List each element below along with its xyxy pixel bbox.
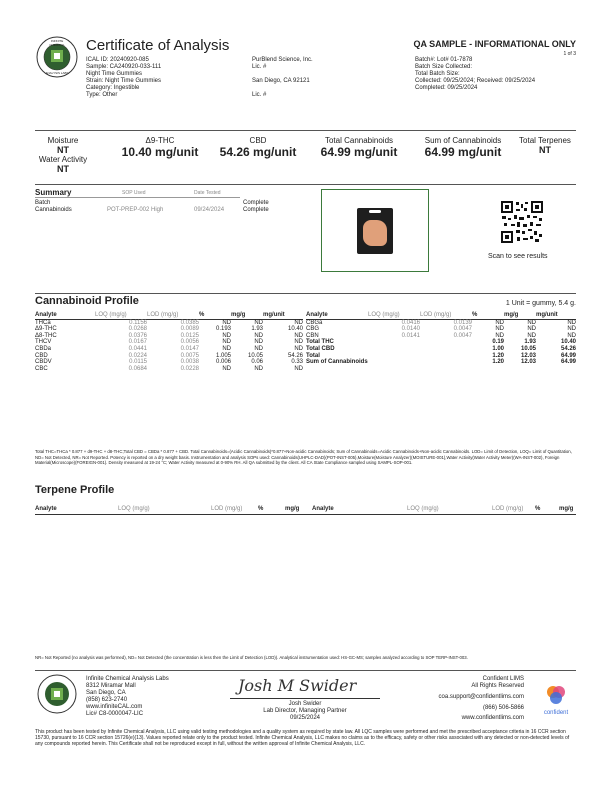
cell-analyte: CBDa <box>35 345 52 352</box>
total-terpenes-label: Total Terpenes <box>519 136 571 145</box>
sample-info-line: Category: Ingestible <box>86 85 140 91</box>
sample-info-line: Sample: CA240920-033-111 <box>86 64 162 70</box>
cell-analyte: CBG <box>306 326 320 333</box>
summary-row-name: Batch <box>35 200 51 206</box>
batch-line: Batch#: Lot# 01-7878 <box>415 57 473 63</box>
cell-mgunit: 10.40 <box>287 326 303 333</box>
table-row <box>306 333 576 340</box>
divider <box>35 670 576 671</box>
cbd-cell <box>213 136 303 159</box>
cell-analyte: Total THC <box>306 339 334 346</box>
unit-note: 1 Unit = gummy, 5.4 g. <box>505 300 576 307</box>
cell-analyte: THCV <box>35 339 52 346</box>
cell-mgunit: 64.99 <box>560 352 576 359</box>
cannabinoid-table-right <box>306 312 576 366</box>
cell-loq: 0.0416 <box>401 319 420 326</box>
cell-percent: 1.00 <box>492 345 504 352</box>
cell-mgg: ND <box>254 365 263 372</box>
water-activity-label: Water Activity <box>38 155 88 164</box>
cell-mgunit: ND <box>294 319 303 326</box>
table-row <box>35 326 303 333</box>
cell-percent: 1.005 <box>215 352 231 359</box>
cell-mgunit: ND <box>294 332 303 339</box>
terpene-profile-title: Terpene Profile <box>35 484 115 496</box>
qr-caption: Scan to see results <box>488 253 548 260</box>
table-row <box>35 346 303 353</box>
qr-code[interactable] <box>500 200 544 244</box>
water-activity-value: NT <box>57 164 69 174</box>
cell-loq: 0.0441 <box>128 345 147 352</box>
cell-loq: 0.1156 <box>129 319 147 326</box>
table-row <box>35 359 303 366</box>
terp-col-loq-2: LOQ (mg/g) <box>407 506 439 512</box>
cell-loq: 0.0224 <box>128 352 147 359</box>
summary-header-rule <box>35 197 240 198</box>
cell-percent: ND <box>222 319 231 326</box>
cell-lod: 0.0385 <box>180 319 199 326</box>
sum-cannabinoids-value: 64.99 mg/unit <box>424 145 502 159</box>
cell-mgg: 12.03 <box>520 359 536 366</box>
product-image <box>321 189 429 272</box>
cell-loq: 0.0167 <box>128 339 147 346</box>
cell-mgg: ND <box>254 345 263 352</box>
logo-text-bottom: ANALYSIS LABS <box>45 71 69 75</box>
total-terpenes-value: NT <box>539 145 551 155</box>
cell-mgg: 10.05 <box>520 345 536 352</box>
cell-mgg: ND <box>254 319 263 326</box>
table-row <box>35 353 303 360</box>
summary-title: Summary <box>35 188 72 197</box>
cell-lod: 0.0147 <box>180 345 199 352</box>
cell-mgunit: 64.99 <box>560 359 576 366</box>
terp-col-loq: LOQ (mg/g) <box>118 506 150 512</box>
cell-percent: ND <box>222 345 231 352</box>
client-line: Lic. # <box>252 92 267 98</box>
cell-mgg: ND <box>527 332 536 339</box>
batch-line: Batch Size Collected: <box>415 64 473 70</box>
date-tested-header: Date Tested <box>194 190 221 196</box>
signature-line <box>230 698 380 699</box>
cell-analyte: Sum of Cannabinoids <box>306 359 368 366</box>
client-line: San Diego, CA 92121 <box>252 78 310 84</box>
table-row <box>35 319 303 326</box>
cell-loq <box>368 353 420 360</box>
total-cannabinoids-value: 64.99 mg/unit <box>320 145 398 159</box>
cell-loq: 0.0376 <box>128 332 147 339</box>
col-mgg: mg/g <box>231 312 263 319</box>
cell-percent: 0.006 <box>215 359 231 366</box>
cell-lod: 0.0047 <box>453 326 472 333</box>
lims-email[interactable]: coa.support@confidentlims.com <box>438 694 524 700</box>
terp-col-lod: LOD (mg/g) <box>211 506 243 512</box>
sample-info-line: Strain: Night Time Gummies <box>86 78 162 84</box>
cell-analyte: THCa <box>35 319 51 326</box>
lab-line: 8312 Miramar Mall <box>86 683 136 689</box>
col-lod: LOD (mg/g) <box>147 312 199 319</box>
lims-website[interactable]: www.confidentlims.com <box>461 715 524 721</box>
col-mgunit: mg/unit <box>536 312 576 319</box>
total-terpenes-cell <box>513 136 577 155</box>
client-line: PurBlend Science, Inc. <box>252 57 313 63</box>
cell-analyte: CBD <box>35 352 48 359</box>
terp-col-percent: % <box>258 506 264 512</box>
batch-line: Completed: 09/25/2024 <box>415 85 478 91</box>
cell-lod: 0.0038 <box>180 359 199 366</box>
sum-cannabinoids-cell <box>410 136 516 159</box>
cell-mgg: 12.03 <box>520 352 536 359</box>
total-cannabinoids-cell <box>309 136 409 159</box>
cell-mgunit: ND <box>567 319 576 326</box>
cannabinoid-profile-title: Cannabinoid Profile <box>35 295 139 307</box>
cell-lod: 0.0047 <box>453 332 472 339</box>
sample-info <box>86 57 161 99</box>
lab-line: Infinite Chemical Analysis Labs <box>86 676 169 682</box>
cell-mgunit: 54.26 <box>560 345 576 352</box>
cell-lod <box>420 359 472 366</box>
terp-col-percent-2: % <box>535 506 541 512</box>
sample-info-line: Night Time Gummies <box>86 71 143 77</box>
col-loq: LOQ (mg/g) <box>95 312 147 319</box>
client-line: Lic. # <box>252 64 267 70</box>
cell-lod: 0.0056 <box>180 339 199 346</box>
cell-mgunit: 54.26 <box>287 352 303 359</box>
terpene-header-row <box>35 506 576 515</box>
col-percent: % <box>199 312 231 319</box>
terp-col-mgg-2: mg/g <box>559 506 574 512</box>
cell-mgg: 0.06 <box>251 359 263 366</box>
terp-col-analyte: Analyte <box>35 506 57 512</box>
batch-line: Collected: 09/25/2024; Received: 09/25/2024 <box>415 78 536 84</box>
footer-logo <box>37 674 77 714</box>
cell-lod: 0.0125 <box>180 332 199 339</box>
sum-cannabinoids-label: Sum of Cannabinoids <box>424 136 502 145</box>
signer-title: Lab Director, Managing Partner <box>263 708 347 714</box>
cell-percent: 0.19 <box>492 339 504 346</box>
cell-loq: 0.0141 <box>401 332 420 339</box>
table-row <box>306 346 576 353</box>
cell-percent: ND <box>495 332 504 339</box>
cell-loq <box>368 346 420 353</box>
summary-bar <box>35 136 576 186</box>
lims-line: Confident LIMS <box>482 676 524 682</box>
d9thc-value: 10.40 mg/unit <box>121 145 199 159</box>
cell-lod <box>420 339 472 346</box>
lims-info <box>400 676 524 722</box>
summary-row-status: Complete <box>243 200 269 206</box>
cell-mgunit: ND <box>567 332 576 339</box>
sample-info-line: ICAL ID: 20240920-085 <box>86 57 149 63</box>
sop-used-header: SOP Used <box>122 190 146 196</box>
table-row <box>306 359 576 366</box>
signature: Josh M Swider <box>238 676 357 695</box>
terp-col-analyte-2: Analyte <box>312 506 334 512</box>
cell-lod: 0.0139 <box>453 319 472 326</box>
cell-analyte: CBDV <box>35 359 52 366</box>
page-title: Certificate of Analysis <box>86 37 230 54</box>
cell-percent: 1.20 <box>492 359 504 366</box>
divider <box>35 184 576 185</box>
cell-percent: ND <box>222 332 231 339</box>
client-info <box>252 57 313 99</box>
cell-percent: ND <box>222 339 231 346</box>
summary-row-date: 09/24/2024 <box>194 207 225 213</box>
batch-line: Total Batch Size: <box>415 71 460 77</box>
qr-icon <box>500 200 544 244</box>
col-mgunit: mg/unit <box>263 312 303 319</box>
signer-name: Josh Swider <box>288 701 322 707</box>
cell-mgg: ND <box>254 332 263 339</box>
table-row <box>306 339 576 346</box>
table-header-row <box>306 312 576 319</box>
terp-col-mgg: mg/g <box>285 506 300 512</box>
lab-address <box>86 676 169 718</box>
table-row <box>306 319 576 326</box>
lab-line: (858) 623-2740 <box>86 697 128 703</box>
moisture-cell <box>35 136 91 174</box>
cell-loq: 0.0684 <box>128 365 147 372</box>
table-row <box>306 326 576 333</box>
col-analyte: Analyte <box>306 312 368 319</box>
cell-lod: 0.0089 <box>180 326 199 333</box>
cell-analyte: Δ9-THC <box>35 326 57 333</box>
page-number: 1 of 3 <box>563 51 576 57</box>
qa-sample-title: QA SAMPLE - INFORMATIONAL ONLY <box>413 39 576 49</box>
cell-mgunit: ND <box>567 326 576 333</box>
d9thc-cell <box>115 136 205 159</box>
cell-analyte: CBN <box>306 332 319 339</box>
lab-line: Lic# C8-0000047-LIC <box>86 711 144 717</box>
gummy-shape <box>363 220 387 246</box>
cell-mgunit: ND <box>294 345 303 352</box>
cell-mgunit: ND <box>294 365 303 372</box>
confident-logo-icon <box>546 685 566 705</box>
lab-line: www.infiniteCAL.com <box>86 704 143 710</box>
table-header-row <box>35 312 303 319</box>
summary-row-status: Complete <box>243 207 269 213</box>
cell-lod <box>420 353 472 360</box>
cell-percent: ND <box>495 319 504 326</box>
cell-loq: 0.0140 <box>401 326 420 333</box>
cell-lod: 0.0075 <box>180 352 199 359</box>
cell-lod: 0.0228 <box>180 365 199 372</box>
lab-line: San Diego, CA <box>86 690 126 696</box>
divider <box>35 130 576 131</box>
cell-percent: 1.20 <box>492 352 504 359</box>
product-package <box>357 208 393 254</box>
cell-mgg: 1.93 <box>251 326 263 333</box>
cell-mgunit: ND <box>294 339 303 346</box>
disclaimer: This product has been tested by Infinite Chemical Analysis, LLC using valid testing methodologies and a quality system as required by state law. All LQC samples were performed and met the prescribed acceptance criteria in 16 CCR section 15730, pursuant to 16 CCR section 15726(e)(13). Values reported relate only to the product tested. Infinite Chemical Analysis, LLC makes no claims as to the efficacy, safety or other risks associated with any detected or non-detected levels of any compounds reported herein. This Certificate shall not be reproduced except in full, without the written approval of Infinite Chemical Analysis, LLC. <box>35 729 570 748</box>
cannabinoid-footnote: Total THC=THCa * 0.877 + d9-THC + d8-THC;Total CBD = CBDa * 0.877 + CBD. Total Cannabinoids=(Acidic Cannabinoids)*0.877+Non-acidic Cannabinoids; Sum of Cannabinoids=Acidic Cannabinoids+Non-acidic Cannabinoids. LOD= Limit of Detection, LOQ= Limit of Quantitation, ND= Not Detected, NR= Not Reported. Potency is reported on a dry weight basis. Instrumentation and analysis SOPs used: Cannabinoids(UHPLC-DAD)(POT-INST-005),Moisture(Moisture Analyzer)(MOISTURE-001),Water Activity(Water Activity Meter)(WA-INST-002), Foreign Material(Microscope)(FOREIGN-001). Density measured at 19-24 °C; Water Activity measured at 0-90% RH. All QA submitted by the client. All CA State Compliance sampled using SAMPL-SOP-001. <box>35 449 572 466</box>
cell-analyte: Total CBD <box>306 345 335 352</box>
col-lod: LOD (mg/g) <box>420 312 472 319</box>
summary-row-name: Cannabinoids <box>35 207 72 213</box>
moisture-value: NT <box>57 145 69 155</box>
cell-mgg: ND <box>254 339 263 346</box>
lims-line: All Rights Reserved <box>471 683 524 689</box>
cell-loq <box>368 339 420 346</box>
terp-col-lod-2: LOD (mg/g) <box>492 506 524 512</box>
cell-mgg: ND <box>527 326 536 333</box>
cell-mgg: 10.05 <box>247 352 263 359</box>
table-row <box>35 333 303 340</box>
cell-lod <box>420 346 472 353</box>
cell-mgg: 1.93 <box>524 339 536 346</box>
col-mgg: mg/g <box>504 312 536 319</box>
terpene-note: NR= Not Reported (no analysis was performed), ND= Not Detected (the concentration is less then the Limit of Detection (LOD)). Analytical instrumentation used: HS-GC-MS; samples analyzed according to SOP TERP-INST-003. <box>35 655 468 660</box>
moisture-label: Moisture <box>47 136 79 145</box>
table-row <box>35 339 303 346</box>
col-loq: LOQ (mg/g) <box>368 312 420 319</box>
summary-row <box>35 200 50 207</box>
table-row <box>306 353 576 360</box>
lab-logo <box>36 36 78 78</box>
table-row <box>35 366 303 373</box>
cell-percent: ND <box>222 365 231 372</box>
cell-analyte: Δ8-THC <box>35 332 57 339</box>
cell-mgunit: 10.40 <box>560 339 576 346</box>
confident-logo-text: confident <box>543 710 569 716</box>
cell-mgunit: 0.33 <box>291 359 303 366</box>
batch-info <box>415 57 535 92</box>
cell-loq <box>368 359 420 366</box>
cell-analyte: CBGa <box>306 319 323 326</box>
cell-analyte: CBC <box>35 365 48 372</box>
signer-date: 09/25/2024 <box>289 715 321 721</box>
col-percent: % <box>472 312 504 319</box>
d9thc-label: Δ9-THC <box>145 136 175 145</box>
cell-percent: ND <box>495 326 504 333</box>
cbd-label: CBD <box>249 136 267 145</box>
summary-row-sop: POT-PREP-002 High <box>107 207 164 213</box>
cell-loq: 0.0115 <box>129 359 147 366</box>
sample-info-line: Type: Other <box>86 92 118 98</box>
cell-loq: 0.0268 <box>128 326 147 333</box>
col-analyte: Analyte <box>35 312 95 319</box>
cell-percent: 0.193 <box>215 326 231 333</box>
total-cannabinoids-label: Total Cannabinoids <box>324 136 394 145</box>
lims-phone: (866) 506-5866 <box>482 705 524 711</box>
divider <box>35 293 576 294</box>
cannabinoid-table-left <box>35 312 303 372</box>
cell-mgg: ND <box>527 319 536 326</box>
signer-block <box>230 701 380 722</box>
cell-analyte: Total <box>306 352 320 359</box>
confident-logo <box>536 685 576 716</box>
cbd-value: 54.26 mg/unit <box>219 145 297 159</box>
logo-text-top: INFINITE CHEMICAL <box>49 39 65 47</box>
